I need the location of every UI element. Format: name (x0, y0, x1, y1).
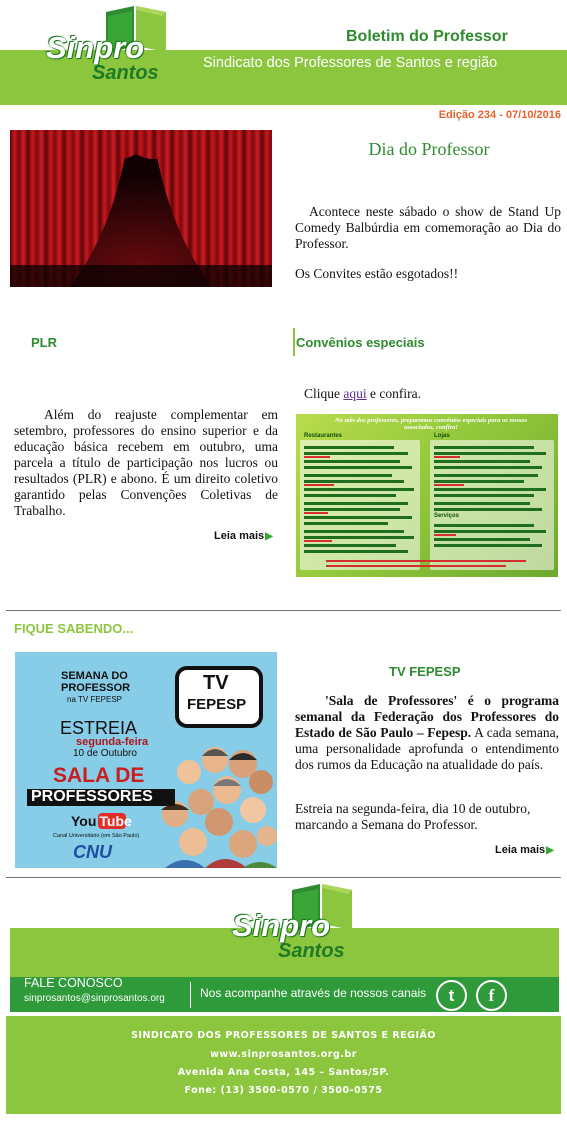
footer-org-name: SINDICATO DOS PROFESSORES DE SANTOS E REGIÃO (131, 1030, 436, 1041)
tv-fepesp-premiere: Estreia na segunda-feira, dia 10 de outubro, marcando a Semana do Professor. (295, 801, 531, 832)
tv-data: 10 de Outubro (73, 748, 137, 759)
read-more-label: Leia mais (214, 530, 265, 542)
tv-logo-line1: TV (203, 672, 229, 694)
newsletter-subtitle: Sindicato dos Professores de Santos e região (203, 55, 498, 71)
edition-label: Edição 234 - 07/10/2016 (438, 109, 561, 121)
logo-word-sinpro: Sinpro (232, 908, 331, 943)
tv-semana-line1: SEMANA DO (61, 670, 128, 682)
convenios-text-before: Clique (304, 386, 344, 401)
logo-word-santos: Santos (92, 62, 159, 84)
twitter-icon[interactable]: t (436, 980, 467, 1011)
tv-estreia: ESTREIA (60, 718, 138, 738)
tv-fepesp-title: TV FEPESP (389, 664, 461, 679)
dia-professor-title: Dia do Professor (368, 139, 490, 159)
dia-professor-note: Os Convites estão esgotados!! (295, 266, 459, 281)
sinpro-santos-logo[interactable] (44, 4, 174, 94)
convenios-text-after: e confira. (366, 386, 421, 401)
convenios-link[interactable]: aqui (343, 386, 367, 401)
tv-fepesp-text-bold: 'Sala de Professores' é o programa semanal da Federação dos Professores do Estado de São Paulo – Fepesp. (295, 693, 559, 740)
tv-read-more-link[interactable] (495, 844, 554, 856)
arrow-right-icon: ▶ (546, 845, 554, 856)
read-more-label: Leia mais (495, 844, 546, 856)
footer-website-link[interactable]: www.sinprosantos.org.br (210, 1049, 357, 1060)
section-divider-bar (293, 328, 295, 356)
follow-text: Nos acompanhe através de nossos canais (200, 986, 427, 1000)
contact-email-link[interactable]: sinprosantos@sinprosantos.org (24, 993, 165, 1004)
facebook-icon[interactable]: f (476, 980, 507, 1011)
plr-title: PLR (31, 335, 57, 350)
section-separator (6, 877, 561, 878)
footer-sinpro-logo[interactable] (230, 882, 360, 972)
flyer-col-servicos: Serviços (434, 513, 460, 519)
tv-sala-line1: SALA DE (53, 764, 145, 787)
convenios-text (304, 386, 421, 402)
footer-phone: Fone: (13) 3500-0570 / 3500-0575 (184, 1085, 383, 1096)
convenios-title: Convênios especiais (296, 335, 425, 350)
cnu-logo: CNU (73, 842, 112, 862)
tv-canal: Canal Universitário (em São Paulo) (53, 833, 140, 839)
flyer-col-lojas: Lojas (434, 433, 450, 439)
plr-text: Além do reajuste complementar em setembro, professores do ensino superior e da educação básica recebem em outubro, uma parcela a título de participação nos lucros ou resultados (PLR) e abono. É um direito coletivo garantido pelas Convenções Coletivas de Trabalho. (14, 407, 278, 518)
tv-logo-line2: FEPESP (187, 696, 247, 713)
logo-word-santos: Santos (278, 940, 345, 962)
flyer-col-restaurantes: Restaurantes (304, 433, 343, 439)
tv-fepesp-text-normal: A cada semana, uma personalidade aprofunda o entendimento dos rumos da Educação na atualidade do país. (295, 725, 559, 772)
tv-fepesp-image[interactable] (15, 652, 277, 868)
logo-word-sinpro: Sinpro (46, 30, 145, 65)
stage-curtain-image[interactable] (10, 130, 272, 287)
newsletter-title: Boletim do Professor (346, 28, 508, 45)
footer-address: Avenida Ana Costa, 145 – Santos/SP. (177, 1067, 390, 1078)
tv-segunda: segunda-feira (76, 736, 149, 748)
youtube-tube: Tube (99, 813, 132, 829)
flyer-heading: No mês dos professores, preparamos convênios especiais para os nossos associados, confira! (334, 417, 528, 431)
tv-semana-line3: na TV FEPESP (67, 695, 122, 704)
youtube-logo (71, 813, 132, 829)
youtube-you: You (71, 813, 97, 829)
footer-divider (190, 982, 191, 1008)
dia-professor-text: Acontece neste sábado o show de Stand Up Comedy Balbúrdia em comemoração ao Dia do Professor. (295, 204, 561, 251)
tv-fepesp-text (295, 693, 559, 773)
contact-label: FALE CONOSCO (24, 976, 123, 990)
convenios-flyer-image[interactable] (296, 414, 558, 577)
section-separator (6, 610, 561, 611)
tv-semana-line2: PROFESSOR (61, 682, 131, 694)
plr-read-more-link[interactable] (214, 530, 273, 542)
fique-sabendo-title: FIQUE SABENDO... (14, 621, 134, 636)
arrow-right-icon: ▶ (265, 531, 273, 542)
tv-sala-line2: PROFESSORES (31, 788, 153, 805)
